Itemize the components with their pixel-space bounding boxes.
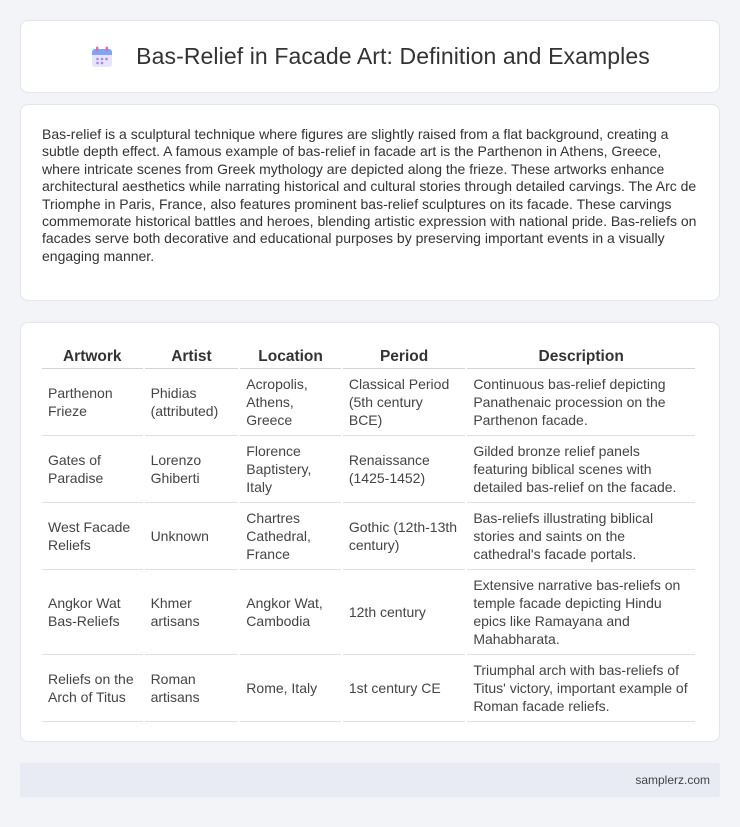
table-cell: Roman artisans	[145, 655, 239, 722]
table-cell: Parthenon Frieze	[42, 369, 143, 436]
intro-paragraph: Bas-relief is a sculptural technique where figures are slightly raised from a flat background, creating a subtle depth effect. A famous example of bas-relief in facade art is the Parthenon in Athens, Greece, where intricate scenes from Greek mythology are depicted along the frieze. These artworks enhance architectural aesthetics while narrating historical and cultural stories through detailed carvings. The Arc de Triomphe in Paris, France, also features prominent bas-relief sculptures on its facade. These carvings commemorate historical battles and heroes, blending artistic expression with national pride. Bas-reliefs on facades serve both decorative and educational purposes by preserving important events in a visually engaging manner.	[42, 126, 697, 264]
calendar-icon	[90, 45, 114, 69]
table-cell: Acropolis, Athens, Greece	[240, 369, 341, 436]
table-cell: Angkor Wat Bas-Reliefs	[42, 570, 143, 655]
column-header: Period	[343, 343, 465, 369]
table-cell: 1st century CE	[343, 655, 465, 722]
table-cell: Reliefs on the Arch of Titus	[42, 655, 143, 722]
table-cell: Angkor Wat, Cambodia	[240, 570, 341, 655]
intro-card	[20, 104, 720, 301]
footer	[20, 763, 720, 797]
table-row	[42, 436, 695, 503]
table-cell: Renaissance (1425-1452)	[343, 436, 465, 503]
footer-site-link[interactable]: samplerz.com	[635, 773, 710, 787]
table-cell: Bas-reliefs illustrating biblical stories and saints on the cathedral's facade portals.	[467, 503, 695, 570]
column-header: Artist	[145, 343, 239, 369]
table-cell: Chartres Cathedral, France	[240, 503, 341, 570]
column-header: Location	[240, 343, 341, 369]
table-cell: Extensive narrative bas-reliefs on temple facade depicting Hindu epics like Ramayana and Mahabharata.	[467, 570, 695, 655]
table-cell: Gothic (12th-13th century)	[343, 503, 465, 570]
table-row	[42, 503, 695, 570]
table-cell: Lorenzo Ghiberti	[145, 436, 239, 503]
table-row	[42, 570, 695, 655]
table-cell: Khmer artisans	[145, 570, 239, 655]
table-cell: Classical Period (5th century BCE)	[343, 369, 465, 436]
table-cell: Continuous bas-relief depicting Panathenaic procession on the Parthenon facade.	[467, 369, 695, 436]
column-header: Artwork	[42, 343, 143, 369]
table-cell: 12th century	[343, 570, 465, 655]
table-cell: West Facade Reliefs	[42, 503, 143, 570]
title-card	[20, 20, 720, 93]
table-header-row	[42, 343, 695, 369]
table-cell: Rome, Italy	[240, 655, 341, 722]
column-header: Description	[467, 343, 695, 369]
table-cell: Unknown	[145, 503, 239, 570]
table-cell: Phidias (attributed)	[145, 369, 239, 436]
table-row	[42, 655, 695, 722]
page-title: Bas-Relief in Facade Art: Definition and Examples	[136, 43, 650, 69]
table-card	[20, 322, 720, 742]
table-row	[42, 369, 695, 436]
artworks-table	[40, 343, 697, 722]
table-cell: Gates of Paradise	[42, 436, 143, 503]
table-cell: Gilded bronze relief panels featuring biblical scenes with detailed bas-relief on the facade.	[467, 436, 695, 503]
table-cell: Florence Baptistery, Italy	[240, 436, 341, 503]
table-cell: Triumphal arch with bas-reliefs of Titus' victory, important example of Roman facade reliefs.	[467, 655, 695, 722]
